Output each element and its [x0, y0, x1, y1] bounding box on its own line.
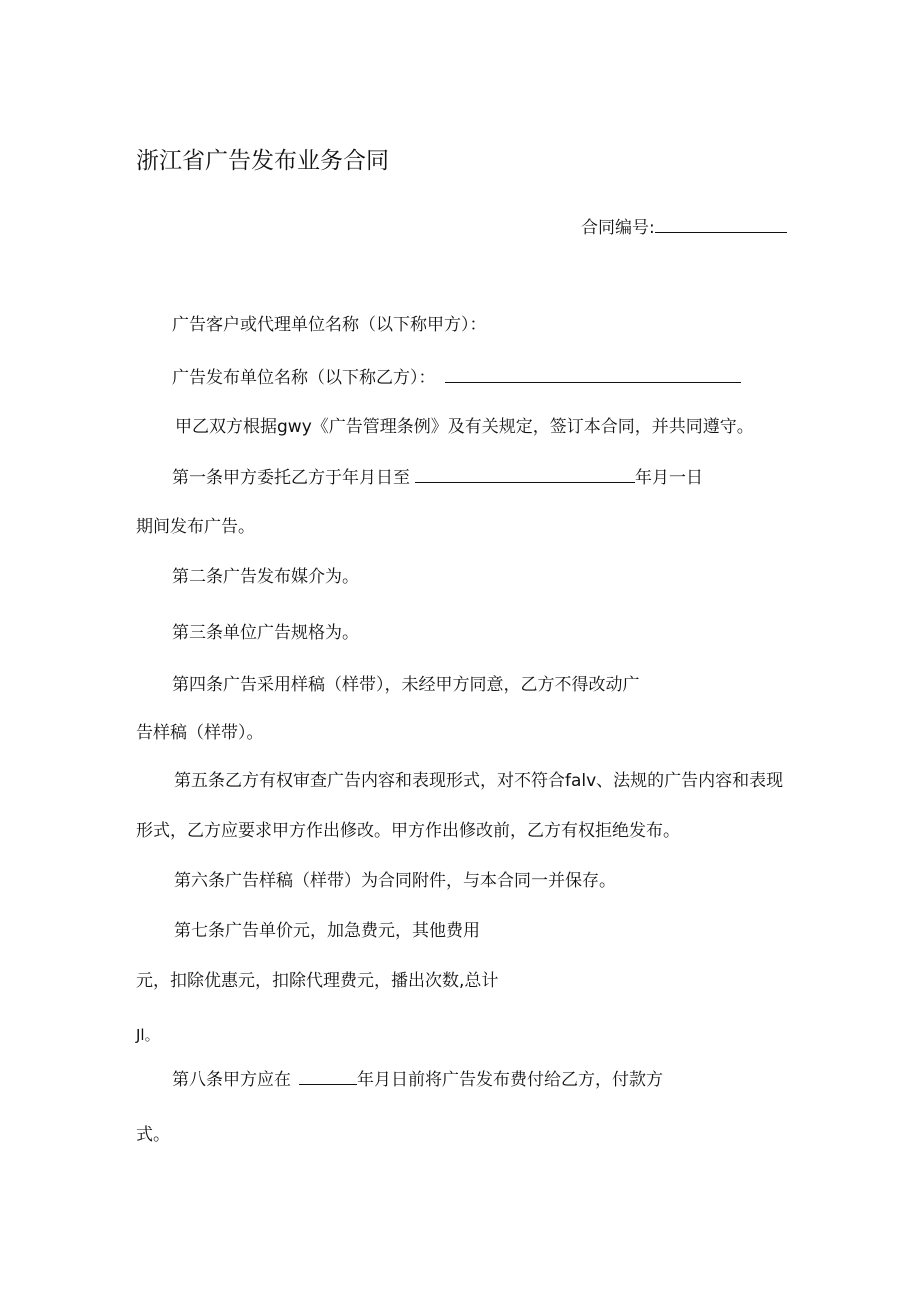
article-3: 第三条单位广告规格为。	[172, 623, 359, 643]
article-5-line-2: 形式，乙方应要求甲方作出修改。甲方作出修改前，乙方有权拒绝发布。	[136, 821, 680, 841]
article-6: 第六条广告样稿（样带）为合同附件，与本合同一并保存。	[174, 871, 616, 891]
article-7-line-1: 第七条广告单价元，加急费元，其他费用	[174, 921, 480, 941]
article-2: 第二条广告发布媒介为。	[172, 567, 359, 587]
article-7-line-3: Jl。	[136, 1026, 160, 1044]
article-8-line-1	[172, 1068, 663, 1091]
document-title: 浙江省广告发布业务合同	[136, 148, 389, 174]
article-5-line-1: 第五条乙方有权审查广告内容和表现形式，对不符合falv、法规的广告内容和表现	[174, 771, 784, 791]
intro-paragraph: 甲乙双方根据gwy《广告管理条例》及有关规定，签订本合同，并共同遵守。	[175, 417, 754, 437]
party-b-label: 广告发布单位名称（以下称乙方）：	[172, 368, 436, 388]
party-b-line	[172, 366, 741, 389]
article-1-line-1	[172, 466, 703, 489]
article-4-line-2: 告样稿（样带）。	[136, 723, 264, 743]
article-8-blank	[299, 1068, 357, 1085]
article-1-text-b: 年月一日	[635, 468, 703, 488]
contract-number-line	[581, 216, 787, 239]
article-8-text-a: 第八条甲方应在	[172, 1070, 291, 1090]
contract-number-label: 合同编号:	[581, 218, 655, 238]
article-4-line-1: 第四条广告采用样稿（样带），未经甲方同意，乙方不得改动广	[172, 675, 640, 695]
article-8-text-b: 年月日前将广告发布费付给乙方，付款方	[357, 1070, 663, 1090]
article-8-line-2: 式。	[136, 1125, 170, 1145]
article-7-line-2: 元，扣除优惠元，扣除代理费元，播出次数,总计	[136, 971, 499, 991]
article-1-text-a: 第一条甲方委托乙方于年月日至	[172, 468, 410, 488]
contract-number-blank	[655, 216, 787, 233]
party-a-line: 广告客户或代理单位名称（以下称甲方）：	[172, 315, 487, 335]
article-1-line-2: 期间发布广告。	[136, 517, 255, 537]
party-b-blank	[445, 366, 741, 383]
article-1-blank	[415, 466, 635, 483]
